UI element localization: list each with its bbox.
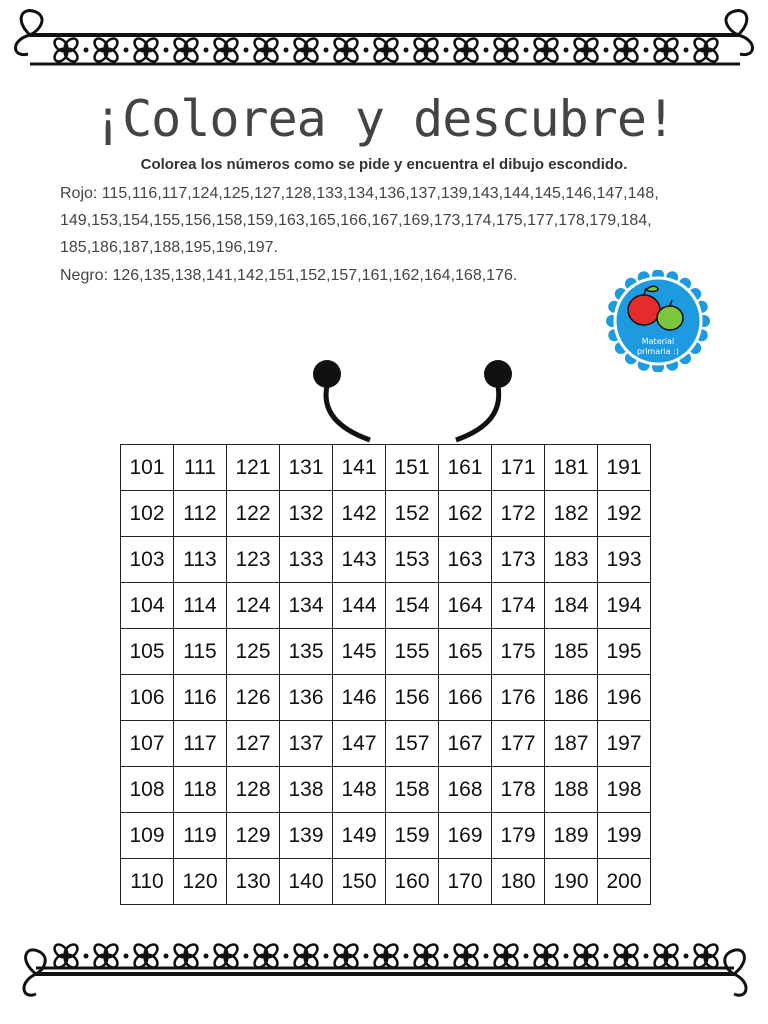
grid-cell[interactable]: 134 [280, 583, 333, 629]
green-apple-icon [657, 306, 683, 330]
grid-row [121, 537, 651, 583]
flower-icon [452, 942, 480, 970]
grid-cell[interactable]: 184 [545, 583, 598, 629]
grid-cell[interactable]: 171 [492, 445, 545, 491]
grid-cell[interactable]: 152 [386, 491, 439, 537]
grid-cell[interactable]: 117 [174, 721, 227, 767]
number-grid [120, 444, 651, 905]
grid-cell[interactable]: 189 [545, 813, 598, 859]
grid-cell[interactable]: 182 [545, 491, 598, 537]
grid-cell[interactable]: 194 [598, 583, 651, 629]
grid-cell[interactable]: 122 [227, 491, 280, 537]
grid-cell[interactable]: 148 [333, 767, 386, 813]
grid-cell[interactable]: 118 [174, 767, 227, 813]
grid-row [121, 721, 651, 767]
page-subtitle: Colorea los números como se pide y encuentra el dibujo escondido. [140, 156, 628, 173]
grid-cell[interactable]: 126 [227, 675, 280, 721]
grid-cell[interactable]: 129 [227, 813, 280, 859]
red-apple-icon [628, 295, 660, 325]
grid-cell[interactable]: 183 [545, 537, 598, 583]
grid-cell[interactable]: 154 [386, 583, 439, 629]
grid-cell[interactable]: 173 [492, 537, 545, 583]
grid-cell[interactable]: 114 [174, 583, 227, 629]
flower-icon [172, 36, 200, 64]
grid-cell[interactable]: 144 [333, 583, 386, 629]
grid-cell[interactable]: 172 [492, 491, 545, 537]
grid-cell[interactable]: 128 [227, 767, 280, 813]
grid-cell[interactable]: 137 [280, 721, 333, 767]
grid-cell[interactable]: 190 [545, 859, 598, 905]
grid-cell[interactable]: 176 [492, 675, 545, 721]
flower-icon [172, 942, 200, 970]
grid-cell[interactable]: 127 [227, 721, 280, 767]
grid-cell[interactable]: 141 [333, 445, 386, 491]
grid-cell[interactable]: 110 [121, 859, 174, 905]
grid-cell[interactable]: 112 [174, 491, 227, 537]
flower-icon [572, 942, 600, 970]
grid-row [121, 859, 651, 905]
grid-cell[interactable]: 139 [280, 813, 333, 859]
grid-row [121, 445, 651, 491]
grid-cell[interactable]: 105 [121, 629, 174, 675]
grid-cell[interactable]: 170 [439, 859, 492, 905]
flower-icon [252, 942, 280, 970]
grid-row [121, 767, 651, 813]
grid-cell[interactable]: 124 [227, 583, 280, 629]
instructions-black: Negro: 126,135,138,141,142,151,152,157,161,162,164,168,176. [60, 267, 518, 284]
flower-icon [52, 36, 80, 64]
grid-cell[interactable]: 177 [492, 721, 545, 767]
grid-cell[interactable]: 106 [121, 675, 174, 721]
grid-cell[interactable]: 188 [545, 767, 598, 813]
grid-cell[interactable]: 115 [174, 629, 227, 675]
grid-cell[interactable]: 146 [333, 675, 386, 721]
flower-icon [692, 36, 720, 64]
grid-cell[interactable]: 133 [280, 537, 333, 583]
grid-cell[interactable]: 167 [439, 721, 492, 767]
flower-icon [652, 36, 680, 64]
flower-icon [452, 36, 480, 64]
logo-text-line2: primaria :) [636, 347, 680, 356]
grid-cell[interactable]: 197 [598, 721, 651, 767]
flower-icon [692, 942, 720, 970]
flower-icon [612, 36, 640, 64]
flower-icon [532, 36, 560, 64]
grid-cell[interactable]: 150 [333, 859, 386, 905]
flower-icon [372, 942, 400, 970]
grid-cell[interactable]: 135 [280, 629, 333, 675]
grid-cell[interactable]: 130 [227, 859, 280, 905]
grid-cell[interactable]: 191 [598, 445, 651, 491]
grid-row [121, 813, 651, 859]
grid-cell[interactable]: 109 [121, 813, 174, 859]
flower-icon [212, 942, 240, 970]
grid-cell[interactable]: 116 [174, 675, 227, 721]
flower-icon [52, 942, 80, 970]
grid-cell[interactable]: 187 [545, 721, 598, 767]
grid-row [121, 675, 651, 721]
grid-cell[interactable]: 111 [174, 445, 227, 491]
grid-cell[interactable]: 192 [598, 491, 651, 537]
grid-cell[interactable]: 121 [227, 445, 280, 491]
grid-cell[interactable]: 132 [280, 491, 333, 537]
grid-cell[interactable]: 107 [121, 721, 174, 767]
grid-cell[interactable]: 200 [598, 859, 651, 905]
flower-icon [612, 942, 640, 970]
grid-cell[interactable]: 147 [333, 721, 386, 767]
flower-icon [252, 36, 280, 64]
grid-cell[interactable]: 158 [386, 767, 439, 813]
flower-icon [132, 942, 160, 970]
flower-icon [292, 36, 320, 64]
grid-cell[interactable]: 101 [121, 445, 174, 491]
grid-cell[interactable]: 104 [121, 583, 174, 629]
flower-icon [652, 942, 680, 970]
antennae-drawing [300, 350, 530, 450]
flower-icon [492, 942, 520, 970]
grid-cell[interactable]: 159 [386, 813, 439, 859]
grid-cell[interactable]: 160 [386, 859, 439, 905]
grid-cell[interactable]: 199 [598, 813, 651, 859]
material-primaria-logo [604, 270, 712, 372]
grid-cell[interactable]: 143 [333, 537, 386, 583]
grid-cell[interactable]: 140 [280, 859, 333, 905]
grid-cell[interactable]: 145 [333, 629, 386, 675]
grid-cell[interactable]: 157 [386, 721, 439, 767]
grid-cell[interactable]: 185 [545, 629, 598, 675]
grid-cell[interactable]: 166 [439, 675, 492, 721]
grid-cell[interactable]: 168 [439, 767, 492, 813]
grid-cell[interactable]: 156 [386, 675, 439, 721]
flower-icon [332, 36, 360, 64]
grid-cell[interactable]: 113 [174, 537, 227, 583]
flower-icon [372, 36, 400, 64]
grid-cell[interactable]: 162 [439, 491, 492, 537]
grid-cell[interactable]: 142 [333, 491, 386, 537]
logo-text-line1: Material [641, 337, 675, 346]
flower-icon [412, 36, 440, 64]
flower-icon [532, 942, 560, 970]
flower-icon [212, 36, 240, 64]
flower-icon [92, 942, 120, 970]
grid-cell[interactable]: 138 [280, 767, 333, 813]
grid-cell[interactable]: 193 [598, 537, 651, 583]
grid-cell[interactable]: 153 [386, 537, 439, 583]
grid-row [121, 629, 651, 675]
flower-icon [492, 36, 520, 64]
grid-cell[interactable]: 119 [174, 813, 227, 859]
flower-icon [92, 36, 120, 64]
grid-cell[interactable]: 163 [439, 537, 492, 583]
grid-cell[interactable]: 180 [492, 859, 545, 905]
flower-icon [132, 36, 160, 64]
grid-cell[interactable]: 198 [598, 767, 651, 813]
flower-border-bottom [0, 926, 768, 1024]
grid-row [121, 583, 651, 629]
grid-cell[interactable]: 174 [492, 583, 545, 629]
grid-cell[interactable]: 186 [545, 675, 598, 721]
grid-cell[interactable]: 179 [492, 813, 545, 859]
grid-cell[interactable]: 123 [227, 537, 280, 583]
grid-cell[interactable]: 102 [121, 491, 174, 537]
grid-cell[interactable]: 120 [174, 859, 227, 905]
grid-cell[interactable]: 161 [439, 445, 492, 491]
grid-cell[interactable]: 181 [545, 445, 598, 491]
grid-cell[interactable]: 108 [121, 767, 174, 813]
grid-cell[interactable]: 175 [492, 629, 545, 675]
grid-cell[interactable]: 169 [439, 813, 492, 859]
grid-cell[interactable]: 149 [333, 813, 386, 859]
grid-cell[interactable]: 151 [386, 445, 439, 491]
grid-cell[interactable]: 155 [386, 629, 439, 675]
grid-cell[interactable]: 178 [492, 767, 545, 813]
grid-cell[interactable]: 103 [121, 537, 174, 583]
grid-row [121, 491, 651, 537]
grid-cell[interactable]: 131 [280, 445, 333, 491]
grid-cell[interactable]: 136 [280, 675, 333, 721]
grid-cell[interactable]: 165 [439, 629, 492, 675]
grid-cell[interactable]: 196 [598, 675, 651, 721]
flower-icon [292, 942, 320, 970]
page-title: ¡Colorea y descubre! [92, 90, 676, 148]
instructions-red: Rojo: 115,116,117,124,125,127,128,133,134,136,137,139,143,144,145,146,147,148, 149,153,154,155,156,158,159,163,165,166,167,169,173,174,175,177,178,179,184, 185,186,187,188,195,196,197. [60, 185, 659, 256]
grid-cell[interactable]: 164 [439, 583, 492, 629]
grid-cell[interactable]: 195 [598, 629, 651, 675]
flower-border-top [0, 0, 768, 80]
flower-icon [332, 942, 360, 970]
grid-cell[interactable]: 125 [227, 629, 280, 675]
flower-icon [412, 942, 440, 970]
flower-icon [572, 36, 600, 64]
